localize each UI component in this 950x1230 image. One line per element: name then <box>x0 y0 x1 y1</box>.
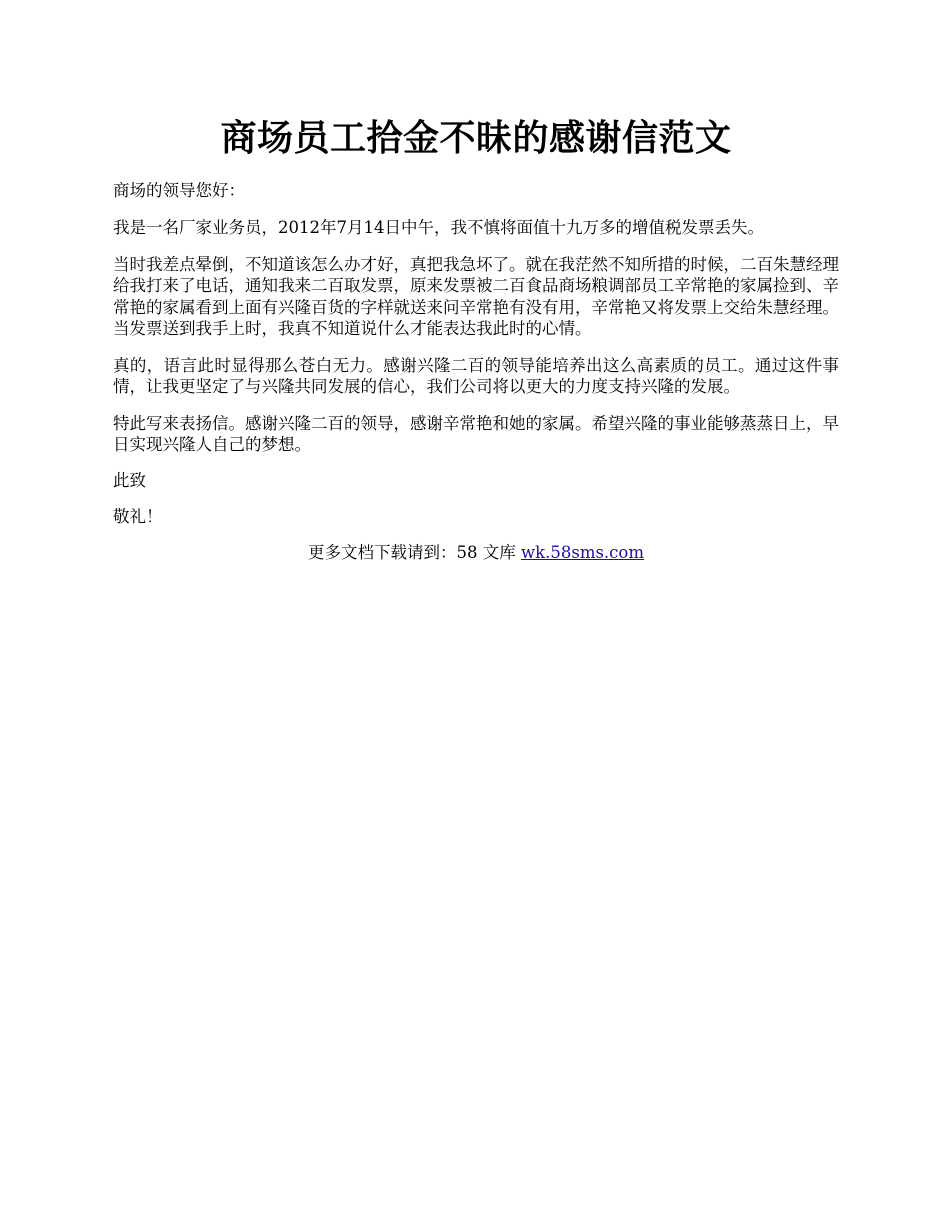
closing-salutation: 此致 <box>113 470 146 490</box>
paragraph-2: 当时我差点晕倒，不知道该怎么办才好，真把我急坏了。就在我茫然不知所措的时候，二百朱慧经理给我打来了电话，通知我来二百取发票，原来发票被二百食品商场粮调部员工辛常艳的家属捡到、辛常艳的家属看到上面有兴隆百货的字样就送来问辛常艳有没有用，辛常艳又将发票上交给朱慧经理。当发票送到我手上时，我真不知道说什么才能表达我此时的心情。 <box>113 254 839 338</box>
footer-link[interactable]: wk.58sms.com <box>520 542 644 562</box>
paragraph-1: 我是一名厂家业务员，2012年7月14日中午，我不慎将面值十九万多的增值税发票丢失。 <box>113 218 764 237</box>
footer-prefix: 更多文档下载请到：58 文库 <box>307 542 521 562</box>
download-footer <box>113 542 839 564</box>
document-page <box>113 112 839 564</box>
closing-regards: 敬礼！ <box>113 506 163 526</box>
document-title: 商场员工拾金不昧的感谢信范文 <box>220 117 732 159</box>
greeting-line: 商场的领导您好： <box>113 181 245 200</box>
paragraph-3: 真的，语言此时显得那么苍白无力。感谢兴隆二百的领导能培养出这么高素质的员工。通过这件事情，让我更坚定了与兴隆共同发展的信心，我们公司将以更大的力度支持兴隆的发展。 <box>113 355 839 396</box>
paragraph-4: 特此写来表扬信。感谢兴隆二百的领导，感谢辛常艳和她的家属。希望兴隆的事业能够蒸蒸日上，早日实现兴隆人自己的梦想。 <box>113 413 839 454</box>
